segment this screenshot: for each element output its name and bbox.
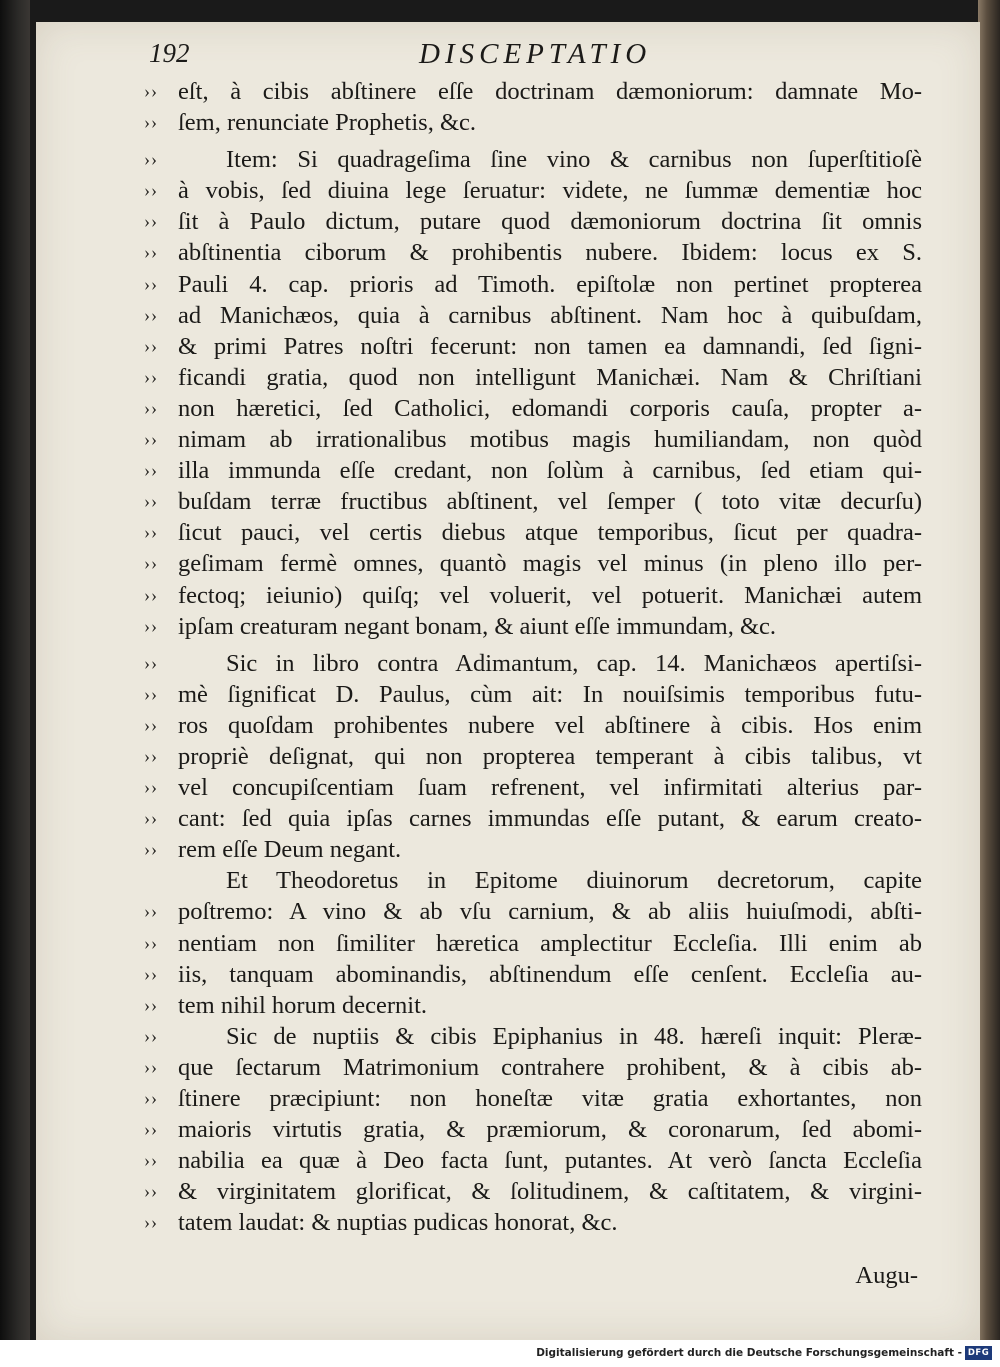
text-line bbox=[144, 679, 934, 710]
line-text: illa immunda eſſe credant, non ſolùm à carnibus, ſed etiam qui- bbox=[178, 457, 922, 485]
line-text: buſdam terræ fructibus abſtinent, vel ſemper ( toto vitæ decurſu) bbox=[178, 488, 922, 516]
line-text: tatem laudat: & nuptias pudicas honorat, &c. bbox=[178, 1209, 618, 1237]
book-binding-edge bbox=[0, 0, 30, 1340]
marginal-quote-mark: ›› bbox=[144, 273, 158, 294]
line-text: fectoq; ieiunio) quiſq; vel voluerit, vel potuerit. Manichæi autem bbox=[178, 581, 922, 609]
marginal-quote-mark: ›› bbox=[144, 429, 158, 450]
body-text bbox=[144, 76, 934, 1238]
text-line bbox=[144, 648, 934, 679]
text-line bbox=[144, 834, 934, 865]
text-line bbox=[144, 300, 934, 331]
line-text: ficandi gratia, quod non intelligunt Manichæi. Nam & Chriſtiani bbox=[178, 363, 922, 391]
marginal-quote-mark: ›› bbox=[144, 335, 158, 356]
marginal-quote-mark: ›› bbox=[144, 777, 158, 798]
text-line bbox=[144, 959, 934, 990]
text-line bbox=[144, 1207, 934, 1238]
line-text: maioris virtutis gratia, & præmiorum, & coronarum, ſed abomi- bbox=[178, 1116, 922, 1144]
text-line bbox=[144, 741, 934, 772]
text-line bbox=[144, 896, 934, 927]
text-line bbox=[144, 393, 934, 424]
marginal-quote-mark: ›› bbox=[144, 745, 158, 766]
line-text: que ſectarum Matrimonium contrahere prohibent, & à cibis ab- bbox=[178, 1053, 922, 1081]
line-text: propriè deſignat, qui non propterea temperant à cibis talibus, vt bbox=[178, 742, 922, 770]
text-line bbox=[144, 1021, 934, 1052]
text-line bbox=[144, 424, 934, 455]
page-fore-edge bbox=[978, 0, 1000, 1340]
line-text: & virginitatem glorificat, & ſolitudinem, & caſtitatem, & virgini- bbox=[178, 1178, 922, 1206]
text-line bbox=[144, 611, 934, 642]
marginal-quote-mark: ›› bbox=[144, 714, 158, 735]
marginal-quote-mark: ›› bbox=[144, 932, 158, 953]
line-text: poſtremo: A vino & ab vſu carnium, & ab aliis huiuſmodi, abſti- bbox=[178, 898, 922, 926]
marginal-quote-mark: ›› bbox=[144, 397, 158, 418]
text-line bbox=[144, 206, 934, 237]
marginal-quote-mark: ›› bbox=[144, 460, 158, 481]
line-text: non hæretici, ſed Catholici, edomandi corporis cauſa, propter a- bbox=[178, 394, 922, 422]
text-line bbox=[144, 331, 934, 362]
marginal-quote-mark: ›› bbox=[144, 839, 158, 860]
marginal-quote-mark: ›› bbox=[144, 652, 158, 673]
line-text: & primi Patres noſtri fecerunt: non tamen ea damnandi, ſed ſigni- bbox=[178, 332, 922, 360]
text-line bbox=[144, 990, 934, 1021]
line-text: ſicut pauci, vel certis diebus atque temporibus, ſicut per quadra- bbox=[178, 519, 922, 547]
line-text: Pauli 4. cap. prioris ad Timoth. epiſtolæ non pertinet propterea bbox=[178, 270, 922, 298]
digitization-footer bbox=[0, 1340, 1000, 1367]
line-text: ipſam creaturam negant bonam, & aiunt eſſe immundam, &c. bbox=[178, 612, 777, 640]
page-header bbox=[149, 38, 909, 72]
text-line bbox=[144, 1083, 934, 1114]
marginal-quote-mark: ›› bbox=[144, 901, 158, 922]
text-line bbox=[144, 237, 934, 268]
marginal-quote-mark: ›› bbox=[144, 491, 158, 512]
marginal-quote-mark: ›› bbox=[144, 994, 158, 1015]
line-text: cant: ſed quia ipſas carnes immundas eſſe putant, & earum creato- bbox=[178, 805, 922, 833]
text-line bbox=[144, 1176, 934, 1207]
line-text: mè ſignificat D. Paulus, cùm ait: In nouiſsimis temporibus futu- bbox=[178, 680, 922, 708]
text-line bbox=[144, 362, 934, 393]
marginal-quote-mark: ›› bbox=[144, 112, 158, 133]
line-text: nentiam non ſimiliter hæretica amplectitur Eccleſia. Illi enim ab bbox=[178, 929, 922, 957]
marginal-quote-mark: ›› bbox=[144, 615, 158, 636]
line-text: iis, tanquam abominandis, abſtinendum eſſe cenſent. Eccleſia au- bbox=[178, 960, 922, 988]
dfg-logo: DFG bbox=[965, 1346, 992, 1360]
text-line bbox=[144, 144, 934, 175]
text-line bbox=[144, 517, 934, 548]
line-text: abſtinentia ciborum & prohibentis nubere. Ibidem: locus ex S. bbox=[178, 239, 922, 267]
line-text: ſem, renunciate Prophetis, &c. bbox=[178, 109, 476, 137]
marginal-quote-mark: ›› bbox=[144, 522, 158, 543]
text-line bbox=[144, 1145, 934, 1176]
marginal-quote-mark: ›› bbox=[144, 304, 158, 325]
book-page bbox=[36, 22, 980, 1340]
line-text: vel concupiſcentiam ſuam refrenent, vel infirmitati alterius par- bbox=[178, 774, 922, 802]
line-text: Sic de nuptiis & cibis Epiphanius in 48. hæreſi inquit: Pleræ- bbox=[226, 1022, 922, 1050]
marginal-quote-mark: ›› bbox=[144, 211, 158, 232]
line-text: ſtinere præcipiunt: non honeſtæ vitæ gratia exhortantes, non bbox=[178, 1085, 922, 1112]
funding-credit: Digitalisierung gefördert durch die Deutsche Forschungsgemeinschaft - bbox=[536, 1347, 962, 1359]
line-text: rem eſſe Deum negant. bbox=[178, 836, 402, 864]
marginal-quote-mark: ›› bbox=[144, 1056, 158, 1077]
text-line bbox=[144, 1114, 934, 1145]
text-line bbox=[144, 455, 934, 486]
marginal-quote-mark: ›› bbox=[144, 1181, 158, 1202]
marginal-quote-mark: ›› bbox=[144, 1088, 158, 1108]
text-line bbox=[144, 865, 934, 896]
page-number: 192 bbox=[149, 38, 190, 68]
line-text: ſit à Paulo dictum, putare quod dæmoniorum doctrina ſit omnis bbox=[178, 208, 922, 236]
text-line bbox=[144, 580, 934, 611]
line-text: Sic in libro contra Adimantum, cap. 14. Manichæos apertiſsi- bbox=[226, 649, 922, 677]
text-line bbox=[144, 175, 934, 206]
marginal-quote-mark: ›› bbox=[144, 180, 158, 201]
line-text: ad Manichæos, quia à carnibus abſtinent. Nam hoc à quibuſdam, bbox=[178, 301, 922, 329]
text-line bbox=[144, 548, 934, 579]
line-text: à vobis, ſed diuina lege ſeruatur: videte, ne ſummæ dementiæ hoc bbox=[178, 177, 922, 205]
text-line bbox=[144, 928, 934, 959]
text-line bbox=[144, 1052, 934, 1083]
marginal-quote-mark: ›› bbox=[144, 808, 158, 829]
text-line bbox=[144, 803, 934, 834]
running-head: DISCEPTATIO bbox=[419, 38, 652, 70]
line-text: Et Theodoretus in Epitome diuinorum decretorum, capite bbox=[226, 867, 922, 895]
line-text: geſimam fermè omnes, quantò magis vel minus (in pleno illo per- bbox=[178, 550, 922, 578]
marginal-quote-mark: ›› bbox=[144, 81, 158, 101]
marginal-quote-mark: ›› bbox=[144, 242, 158, 263]
line-text: ros quoſdam prohibentes nubere vel abſtinere à cibis. Hos enim bbox=[178, 711, 922, 739]
marginal-quote-mark: ›› bbox=[144, 553, 158, 574]
line-text: nabilia ea quæ à Deo facta ſunt, putantes. At verò ſancta Eccleſia bbox=[178, 1147, 922, 1175]
marginal-quote-mark: ›› bbox=[144, 1212, 158, 1233]
marginal-quote-mark: ›› bbox=[144, 584, 158, 605]
text-line bbox=[144, 76, 934, 107]
marginal-quote-mark: ›› bbox=[144, 683, 158, 704]
text-line bbox=[144, 269, 934, 300]
line-text: tem nihil horum decernit. bbox=[178, 991, 428, 1019]
line-text: nimam ab irrationalibus motibus magis humiliandam, non quòd bbox=[178, 426, 922, 454]
text-line bbox=[144, 710, 934, 741]
marginal-quote-mark: ›› bbox=[144, 149, 158, 170]
line-text: eſt, à cibis abſtinere eſſe doctrinam dæmoniorum: damnate Mo- bbox=[178, 78, 922, 105]
marginal-quote-mark: ›› bbox=[144, 1119, 158, 1140]
marginal-quote-mark: ›› bbox=[144, 1025, 158, 1046]
marginal-quote-mark: ›› bbox=[144, 963, 158, 984]
line-text: Item: Si quadrageſima ſine vino & carnibus non ſuperſtitioſè bbox=[226, 146, 922, 174]
marginal-quote-mark: ›› bbox=[144, 366, 158, 387]
text-line bbox=[144, 107, 934, 138]
text-line bbox=[144, 772, 934, 803]
marginal-quote-mark: ›› bbox=[144, 1150, 158, 1171]
catchword: Augu- bbox=[855, 1262, 918, 1289]
text-line bbox=[144, 486, 934, 517]
